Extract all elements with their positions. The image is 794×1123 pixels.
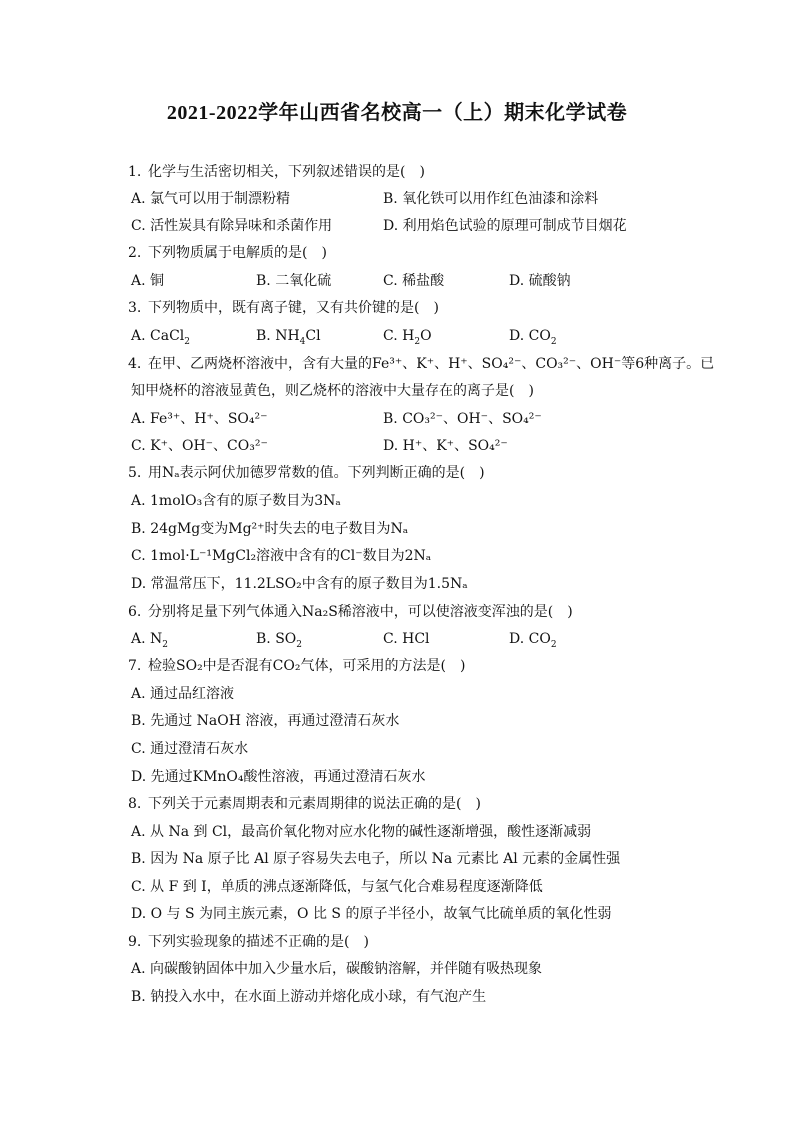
q2-option-c: C. 稀盐酸 — [383, 273, 445, 289]
question-number: 8. — [128, 796, 142, 812]
question-number: 7. — [128, 658, 142, 674]
q8-option-a: A. 从 Na 到 Cl，最高价氧化物对应水化物的碱性逐渐增强，酸性逐渐减弱 — [131, 824, 592, 840]
question-1 — [128, 162, 708, 182]
q4-option-b: B. CO₃²⁻、OH⁻、SO₄²⁻ — [383, 411, 542, 427]
q4-option-c: C. K⁺、OH⁻、CO₃²⁻ — [131, 438, 268, 454]
question-number: 4. — [128, 356, 142, 372]
q4-option-a: A. Fe³⁺、H⁺、SO₄²⁻ — [131, 411, 268, 427]
q3-option-c: C. $H_2O$ — [383, 328, 432, 347]
q9-option-b: B. 钠投入水中，在水面上游动并熔化成小球，有气泡产生 — [131, 989, 487, 1005]
question-4-stem-continued: 知甲烧杯的溶液显黄色，则乙烧杯的溶液中大量存在的离子是( ) — [131, 383, 534, 399]
question-7 — [128, 656, 708, 676]
question-stem: 检验SO₂中是否混有CO₂气体，可采用的方法是( ) — [148, 658, 466, 674]
question-5 — [128, 463, 708, 483]
question-number: 1. — [128, 164, 142, 180]
q7-option-b: B. 先通过 NaOH 溶液，再通过澄清石灰水 — [131, 713, 400, 729]
question-9 — [128, 932, 708, 952]
question-4 — [128, 354, 715, 374]
question-stem: 下列关于元素周期表和元素周期律的说法正确的是( ) — [148, 796, 481, 812]
question-8 — [128, 794, 708, 814]
question-number: 6. — [128, 604, 142, 620]
q5-option-a: A. 1molO₃含有的原子数目为3Nₐ — [131, 493, 341, 509]
question-number: 2. — [128, 245, 142, 261]
q1-option-c: C. 活性炭具有除异味和杀菌作用 — [131, 218, 333, 234]
q6-option-c: C. HCl — [383, 631, 430, 647]
q3-option-a: A. CaCl$_2$ — [131, 328, 190, 347]
q6-option-d: D. $CO_2$ — [509, 631, 557, 650]
q4-option-d: D. H⁺、K⁺、SO₄²⁻ — [383, 438, 508, 454]
question-3 — [128, 298, 708, 318]
question-stem: 下列实验现象的描述不正确的是( ) — [148, 934, 369, 950]
q6-option-a: A. $N_2$ — [131, 631, 168, 650]
q8-option-c: C. 从 F 到 I，单质的沸点逐渐降低，与氢气化合难易程度逐渐降低 — [131, 879, 543, 895]
q5-option-c: C. 1mol·L⁻¹MgCl₂溶液中含有的Cl⁻数目为2Nₐ — [131, 548, 432, 564]
q1-option-d: D. 利用焰色试验的原理可制成节目烟花 — [383, 218, 627, 234]
question-number: 9. — [128, 934, 142, 950]
q9-option-a: A. 向碳酸钠固体中加入少量水后，碳酸钠溶解，并伴随有吸热现象 — [131, 961, 543, 977]
question-stem: 下列物质中，既有离子键，又有共价键的是( ) — [148, 300, 439, 316]
q2-option-b: B. 二氧化硫 — [256, 273, 332, 289]
exam-title: 2021-2022学年山西省名校高一（上）期末化学试卷 — [166, 102, 628, 124]
question-2 — [128, 243, 708, 263]
question-stem: 用Nₐ表示阿伏加德罗常数的值。下列判断正确的是( ) — [148, 465, 485, 481]
q5-option-d: D. 常温常压下，11.2LSO₂中含有的原子数目为1.5Nₐ — [131, 576, 468, 592]
q2-option-d: D. 硫酸钠 — [509, 273, 571, 289]
q7-option-a: A. 通过品红溶液 — [131, 686, 235, 702]
q3-option-d: D. $CO_2$ — [509, 328, 557, 347]
q3-option-b: B. $NH_4Cl$ — [256, 328, 321, 347]
q7-option-c: C. 通过澄清石灰水 — [131, 741, 249, 757]
q2-option-a: A. 铜 — [131, 273, 165, 289]
question-stem: 在甲、乙两烧杯溶液中，含有大量的Fe³⁺、K⁺、H⁺、SO₄²⁻、CO₃²⁻、OH⁻等6种离子。已 — [148, 356, 715, 372]
q5-option-b: B. 24gMg变为Mg²⁺时失去的电子数目为Nₐ — [131, 521, 409, 537]
q8-option-d: D. O 与 S 为同主族元素，O 比 S 的原子半径小，故氧气比硫单质的氧化性弱 — [131, 906, 612, 922]
question-number: 5. — [128, 465, 142, 481]
q1-option-a: A. 氯气可以用于制漂粉精 — [131, 191, 291, 207]
q8-option-b: B. 因为 Na 原子比 Al 原子容易失去电子，所以 Na 元素比 Al 元素的金属性强 — [131, 851, 621, 867]
question-stem: 分别将足量下列气体通入Na₂S稀溶液中，可以使溶液变浑浊的是( ) — [148, 604, 573, 620]
q7-option-d: D. 先通过KMnO₄酸性溶液，再通过澄清石灰水 — [131, 769, 426, 785]
q6-option-b: B. $SO_2$ — [256, 631, 302, 650]
question-stem: 下列物质属于电解质的是( ) — [148, 245, 327, 261]
question-6 — [128, 602, 708, 622]
question-stem: 化学与生活密切相关，下列叙述错误的是( ) — [148, 164, 425, 180]
q1-option-b: B. 氧化铁可以用作红色油漆和涂料 — [383, 191, 599, 207]
question-number: 3. — [128, 300, 142, 316]
